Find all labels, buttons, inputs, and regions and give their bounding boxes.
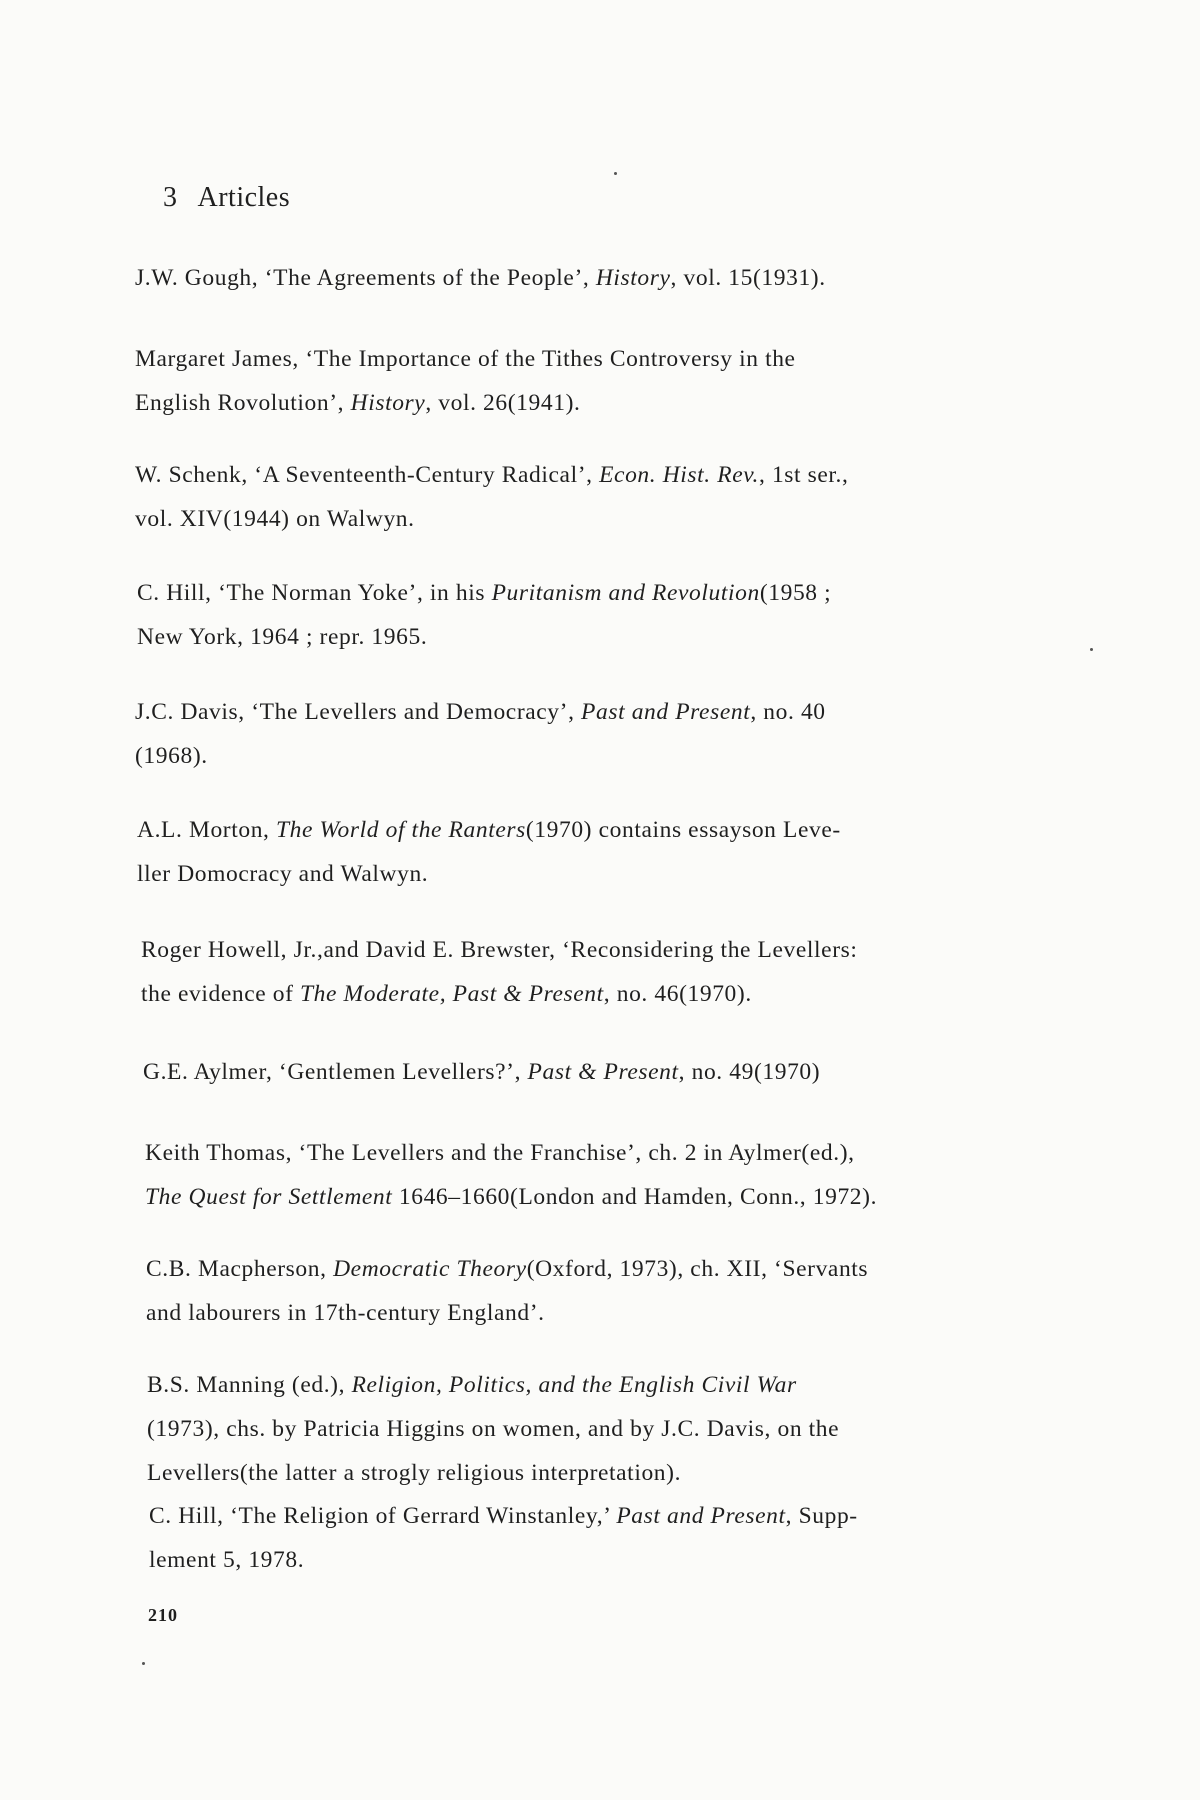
- entry-line: [147, 1363, 1015, 1407]
- entry-text: W. Schenk, ‘A Seventeenth-Century Radical’,: [135, 462, 600, 488]
- entry-text: , no. 40: [750, 699, 826, 725]
- entry-line: [137, 615, 1015, 659]
- bibliography-entry: [135, 571, 1015, 659]
- entry-text: , vol. 15(1931).: [670, 265, 826, 291]
- entry-text: , Supp-: [785, 1503, 858, 1529]
- bibliography-entry: [135, 337, 1015, 425]
- entry-line: [147, 1451, 1015, 1495]
- entry-line: [135, 497, 1015, 541]
- italic-title: Religion, Politics, and the English Civil War: [351, 1372, 797, 1398]
- entry-text: , no. 46(1970).: [603, 981, 752, 1007]
- bibliography-entry: [135, 453, 1015, 541]
- entry-text: English Rovolution’,: [135, 390, 351, 416]
- entry-line: [149, 1494, 1015, 1538]
- scan-speck: [614, 172, 617, 175]
- section-heading: [163, 182, 290, 214]
- bibliography-entry: [135, 928, 1015, 1016]
- entry-text: Margaret James, ‘The Importance of the Tithes Controversy in the: [135, 346, 796, 372]
- entry-text: B.S. Manning (ed.),: [147, 1372, 352, 1398]
- entry-text: , 1st ser.,: [759, 462, 849, 488]
- entry-text: J.W. Gough, ‘The Agreements of the People’,: [135, 265, 596, 291]
- entry-text: ller Domocracy and Walwyn.: [137, 861, 429, 887]
- entry-text: C. Hill, ‘The Norman Yoke’, in his: [137, 580, 492, 606]
- entry-line: [145, 1175, 1015, 1219]
- italic-title: Democratic Theory: [333, 1256, 527, 1282]
- bibliography-entry: [135, 808, 1015, 896]
- entry-line: [135, 734, 1015, 778]
- entry-text: A.L. Morton,: [137, 817, 277, 843]
- entry-text: (1973), chs. by Patricia Higgins on women, and by J.C. Davis, on the: [147, 1416, 840, 1442]
- entry-text: C. Hill, ‘The Religion of Gerrard Winstanley,’: [149, 1503, 617, 1529]
- entry-text: J.C. Davis, ‘The Levellers and Democracy’,: [135, 699, 582, 725]
- entry-line: [149, 1538, 1015, 1582]
- scan-speck: [1090, 648, 1093, 651]
- entry-text: Roger Howell, Jr.,and David E. Brewster, ‘Reconsidering the Levellers:: [141, 937, 858, 963]
- italic-title: Past and Present: [616, 1503, 786, 1529]
- entry-text: (1968).: [135, 743, 208, 769]
- entry-line: [141, 972, 1015, 1016]
- italic-title: Puritanism and Revolution: [491, 580, 760, 606]
- bibliography-entry: [135, 1050, 1015, 1094]
- italic-title: Past & Present: [527, 1059, 679, 1085]
- section-number: 3: [163, 182, 178, 213]
- entry-text: (1958 ;: [759, 580, 832, 606]
- entry-text: the evidence of: [141, 981, 301, 1007]
- entry-line: [141, 928, 1015, 972]
- entry-line: [137, 852, 1015, 896]
- entry-line: [143, 1050, 1015, 1094]
- entry-text: New York, 1964 ; repr. 1965.: [137, 624, 428, 650]
- bibliography-entry: [135, 690, 1015, 778]
- italic-title: The Moderate, Past & Present: [300, 981, 604, 1007]
- entry-text: lement 5, 1978.: [149, 1547, 305, 1573]
- entry-text: G.E. Aylmer, ‘Gentlemen Levellers?’,: [143, 1059, 528, 1085]
- italic-title: History: [350, 390, 426, 416]
- bibliography-entry: [135, 1363, 1015, 1495]
- entry-line: [135, 453, 1015, 497]
- italic-title: Past and Present: [581, 699, 751, 725]
- bibliography-entry: [135, 1131, 1015, 1219]
- entry-text: and labourers in 17th-century England’.: [146, 1300, 545, 1326]
- entry-text: Keith Thomas, ‘The Levellers and the Franchise’, ch. 2 in Aylmer(ed.),: [145, 1140, 855, 1166]
- entry-text: Levellers(the latter a strogly religious interpretation).: [147, 1460, 682, 1486]
- entry-line: [137, 571, 1015, 615]
- entry-text: C.B. Macpherson,: [146, 1256, 334, 1282]
- entry-text: vol. XIV(1944) on Walwyn.: [135, 506, 415, 532]
- page-number: 210: [148, 1605, 178, 1625]
- entry-text: 1646–1660(London and Hamden, Conn., 1972).: [392, 1184, 878, 1210]
- italic-title: The Quest for Settlement: [145, 1184, 393, 1210]
- entry-line: [147, 1407, 1015, 1451]
- entry-line: [135, 256, 1015, 300]
- entry-text: (1970) contains essayson Leve-: [525, 817, 841, 843]
- entry-line: [135, 337, 1015, 381]
- entry-line: [137, 808, 1015, 852]
- bibliography-entry: [135, 1247, 1015, 1335]
- entry-line: [145, 1131, 1015, 1175]
- bibliography-entry: [135, 1494, 1015, 1582]
- italic-title: History: [595, 265, 671, 291]
- entry-line: [135, 381, 1015, 425]
- entry-text: , no. 49(1970): [678, 1059, 821, 1085]
- bibliography-entry: [135, 256, 1015, 300]
- section-title: Articles: [197, 182, 291, 213]
- entry-line: [146, 1247, 1015, 1291]
- entry-text: , vol. 26(1941).: [425, 390, 581, 416]
- italic-title: The World of the Ranters: [276, 817, 526, 843]
- entry-line: [135, 690, 1015, 734]
- entry-line: [146, 1291, 1015, 1335]
- entry-text: (Oxford, 1973), ch. XII, ‘Servants: [526, 1256, 869, 1282]
- italic-title: Econ. Hist. Rev.: [599, 462, 759, 488]
- scan-speck: [142, 1662, 145, 1665]
